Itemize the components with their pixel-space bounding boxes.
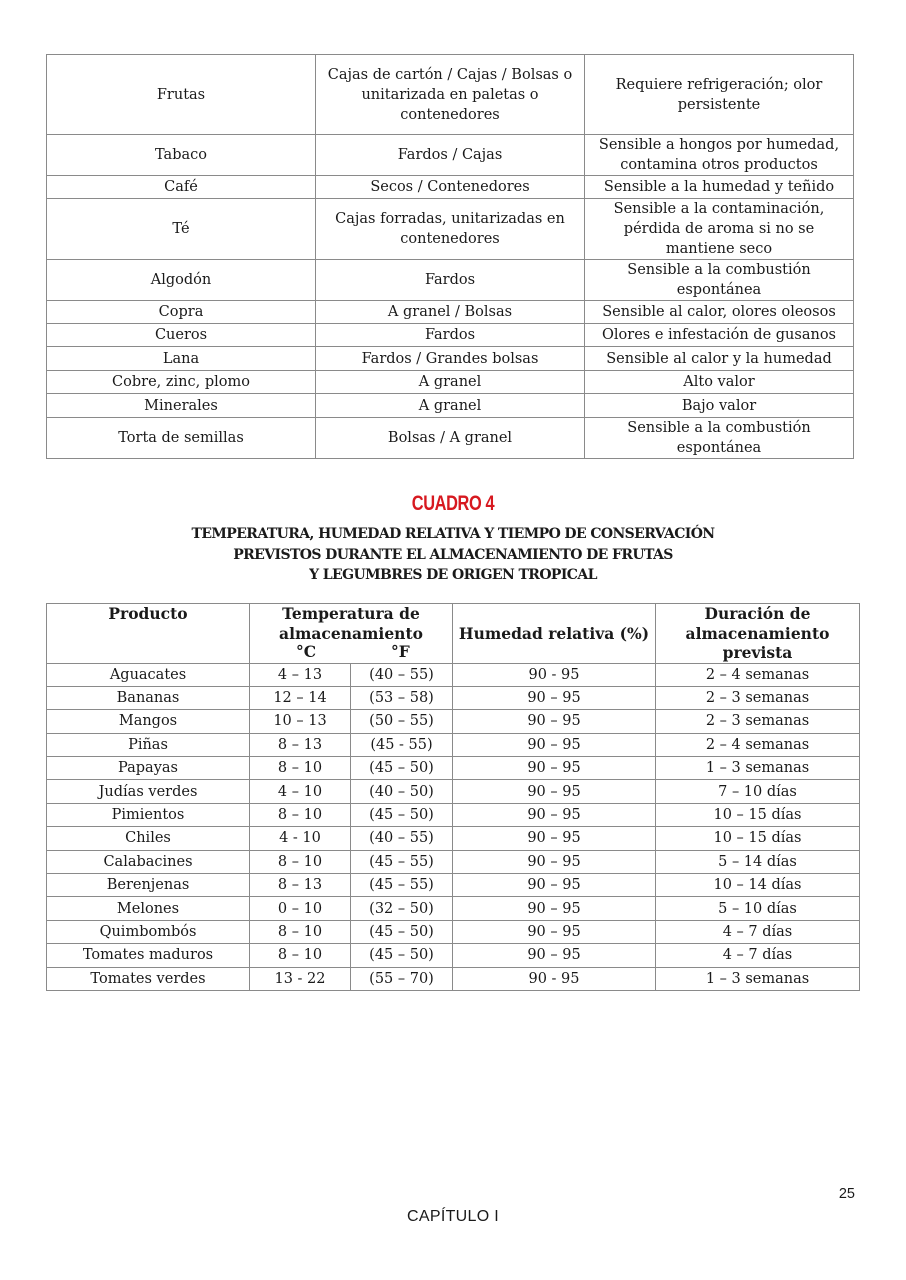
cell-humidity: 90 – 95 (453, 944, 656, 967)
table-row (47, 418, 854, 459)
cell-product: Té (47, 199, 316, 260)
cell-humidity: 90 – 95 (453, 827, 656, 850)
cell-product: Calabacines (47, 850, 250, 873)
cell-humidity: 90 – 95 (453, 686, 656, 709)
cell-fahrenheit: (45 – 55) (351, 850, 453, 873)
cell-notes: Sensible al calor, olores oleosos (585, 301, 854, 324)
storage-conditions-table (46, 603, 860, 991)
cell-celsius: 12 – 14 (250, 686, 351, 709)
cell-packaging: Fardos / Grandes bolsas (316, 347, 585, 371)
cell-fahrenheit: (40 – 50) (351, 780, 453, 803)
cell-fahrenheit: (45 – 50) (351, 757, 453, 780)
subtitle-line: Y LEGUMBRES DE ORIGEN TROPICAL (309, 567, 597, 583)
cell-product: Berenjenas (47, 874, 250, 897)
cell-fahrenheit: (40 – 55) (351, 827, 453, 850)
cell-fahrenheit: (50 – 55) (351, 710, 453, 733)
cell-celsius: 8 – 13 (250, 733, 351, 756)
cell-packaging: Fardos (316, 260, 585, 301)
cell-duration: 1 – 3 semanas (656, 967, 860, 990)
cell-notes: Bajo valor (585, 394, 854, 418)
header-humidity: Humedad relativa (%) (453, 604, 656, 664)
cell-humidity: 90 – 95 (453, 757, 656, 780)
cell-packaging: A granel / Bolsas (316, 301, 585, 324)
cell-humidity: 90 – 95 (453, 897, 656, 920)
table-row (47, 897, 860, 920)
cell-product: Lana (47, 347, 316, 371)
cell-duration: 5 – 10 días (656, 897, 860, 920)
cell-celsius: 8 – 10 (250, 803, 351, 826)
table-row (47, 55, 854, 135)
cell-celsius: 8 – 10 (250, 757, 351, 780)
cell-product: Quimbombós (47, 920, 250, 943)
header-celsius: °C (296, 642, 317, 661)
cell-fahrenheit: (45 – 55) (351, 874, 453, 897)
cell-notes: Sensible a hongos por humedad, contamina otros productos (585, 135, 854, 176)
cell-humidity: 90 – 95 (453, 850, 656, 873)
cell-humidity: 90 – 95 (453, 780, 656, 803)
cell-product: Tomates maduros (47, 944, 250, 967)
header-duration: Duración de almacenamiento prevista (656, 604, 860, 664)
cell-fahrenheit: (45 – 50) (351, 803, 453, 826)
table-row (47, 803, 860, 826)
cell-celsius: 4 - 10 (250, 827, 351, 850)
header-product: Producto (47, 604, 250, 664)
cell-packaging: Cajas de cartón / Cajas / Bolsas o unitarizada en paletas o contenedores (316, 55, 585, 135)
cell-fahrenheit: (45 – 50) (351, 944, 453, 967)
table-row (47, 324, 854, 347)
cell-packaging: A granel (316, 371, 585, 394)
cell-notes: Olores e infestación de gusanos (585, 324, 854, 347)
cell-product: Tabaco (47, 135, 316, 176)
cell-fahrenheit: (55 – 70) (351, 967, 453, 990)
table-row (47, 199, 854, 260)
cell-celsius: 10 – 13 (250, 710, 351, 733)
cell-notes: Sensible a la combustión espontánea (585, 260, 854, 301)
cell-product: Melones (47, 897, 250, 920)
cell-product: Minerales (47, 394, 316, 418)
cell-product: Judías verdes (47, 780, 250, 803)
cell-product: Chiles (47, 827, 250, 850)
subtitle-line: TEMPERATURA, HUMEDAD RELATIVA Y TIEMPO DE CONSERVACIÓN (191, 526, 715, 542)
table-row (47, 874, 860, 897)
cell-notes: Sensible a la contaminación, pérdida de aroma si no se mantiene seco (585, 199, 854, 260)
chapter-footer: CAPÍTULO I (407, 1208, 499, 1225)
cell-celsius: 8 – 10 (250, 920, 351, 943)
cuadro-label: CUADRO 4 (411, 492, 495, 515)
cell-product: Torta de semillas (47, 418, 316, 459)
table-row (47, 757, 860, 780)
table-row (47, 944, 860, 967)
cell-fahrenheit: (40 – 55) (351, 663, 453, 686)
cell-duration: 10 – 15 días (656, 827, 860, 850)
cell-humidity: 90 – 95 (453, 803, 656, 826)
table-row (47, 260, 854, 301)
cell-product: Copra (47, 301, 316, 324)
cell-notes: Sensible a la humedad y teñido (585, 176, 854, 199)
header-temperature (250, 604, 453, 664)
cell-duration: 10 – 15 días (656, 803, 860, 826)
cell-product: Tomates verdes (47, 967, 250, 990)
header-temperature-label: Temperatura de almacenamiento (279, 604, 423, 643)
table-row (47, 827, 860, 850)
cell-humidity: 90 - 95 (453, 663, 656, 686)
cell-duration: 4 – 7 días (656, 920, 860, 943)
cell-product: Aguacates (47, 663, 250, 686)
cell-notes: Alto valor (585, 371, 854, 394)
cell-fahrenheit: (32 – 50) (351, 897, 453, 920)
cell-product: Papayas (47, 757, 250, 780)
cell-duration: 2 – 4 semanas (656, 663, 860, 686)
table-row (47, 301, 854, 324)
table-row (47, 135, 854, 176)
cell-product: Bananas (47, 686, 250, 709)
cell-notes: Requiere refrigeración; olor persistente (585, 55, 854, 135)
cell-humidity: 90 – 95 (453, 733, 656, 756)
table-row (47, 663, 860, 686)
cell-humidity: 90 – 95 (453, 710, 656, 733)
cell-duration: 5 – 14 días (656, 850, 860, 873)
cell-humidity: 90 - 95 (453, 967, 656, 990)
table-row (47, 780, 860, 803)
cell-product: Cueros (47, 324, 316, 347)
cargo-table-body (47, 55, 854, 459)
cell-packaging: Fardos (316, 324, 585, 347)
cell-celsius: 0 – 10 (250, 897, 351, 920)
table-row (47, 394, 854, 418)
table-row (47, 371, 854, 394)
table-row (47, 967, 860, 990)
cell-duration: 10 – 14 días (656, 874, 860, 897)
cell-notes: Sensible a la combustión espontánea (585, 418, 854, 459)
cell-product: Mangos (47, 710, 250, 733)
cell-celsius: 4 – 10 (250, 780, 351, 803)
cell-product: Piñas (47, 733, 250, 756)
cell-packaging: Secos / Contenedores (316, 176, 585, 199)
cell-fahrenheit: (45 - 55) (351, 733, 453, 756)
cell-product: Pimientos (47, 803, 250, 826)
cell-celsius: 8 – 10 (250, 944, 351, 967)
cell-packaging: A granel (316, 394, 585, 418)
cell-product: Cobre, zinc, plomo (47, 371, 316, 394)
table-row (47, 733, 860, 756)
cell-packaging: Fardos / Cajas (316, 135, 585, 176)
cell-packaging: Bolsas / A granel (316, 418, 585, 459)
cell-notes: Sensible al calor y la humedad (585, 347, 854, 371)
cell-celsius: 13 - 22 (250, 967, 351, 990)
table-row (47, 176, 854, 199)
cell-product: Café (47, 176, 316, 199)
page-number: 25 (838, 1186, 855, 1202)
cell-fahrenheit: (53 – 58) (351, 686, 453, 709)
storage-table-body (47, 663, 860, 990)
cell-humidity: 90 – 95 (453, 874, 656, 897)
table-row (47, 920, 860, 943)
cell-duration: 2 – 3 semanas (656, 686, 860, 709)
cell-duration: 7 – 10 días (656, 780, 860, 803)
cell-duration: 1 – 3 semanas (656, 757, 860, 780)
cell-product: Frutas (47, 55, 316, 135)
cell-humidity: 90 – 95 (453, 920, 656, 943)
cell-celsius: 4 – 13 (250, 663, 351, 686)
table-row (47, 686, 860, 709)
cell-celsius: 8 – 10 (250, 850, 351, 873)
subtitle-line: PREVISTOS DURANTE EL ALMACENAMIENTO DE FRUTAS (233, 546, 673, 563)
table-row (47, 347, 854, 371)
storage-table-head (47, 604, 860, 664)
cell-duration: 2 – 3 semanas (656, 710, 860, 733)
cell-fahrenheit: (45 – 50) (351, 920, 453, 943)
table-row (47, 710, 860, 733)
cell-product: Algodón (47, 260, 316, 301)
cargo-characteristics-table (46, 54, 854, 459)
cell-duration: 2 – 4 semanas (656, 733, 860, 756)
cell-duration: 4 – 7 días (656, 944, 860, 967)
header-fahrenheit: °F (391, 642, 410, 661)
table-row (47, 850, 860, 873)
cell-celsius: 8 – 13 (250, 874, 351, 897)
cuadro-subtitle (0, 524, 906, 586)
cell-packaging: Cajas forradas, unitarizadas en contenedores (316, 199, 585, 260)
